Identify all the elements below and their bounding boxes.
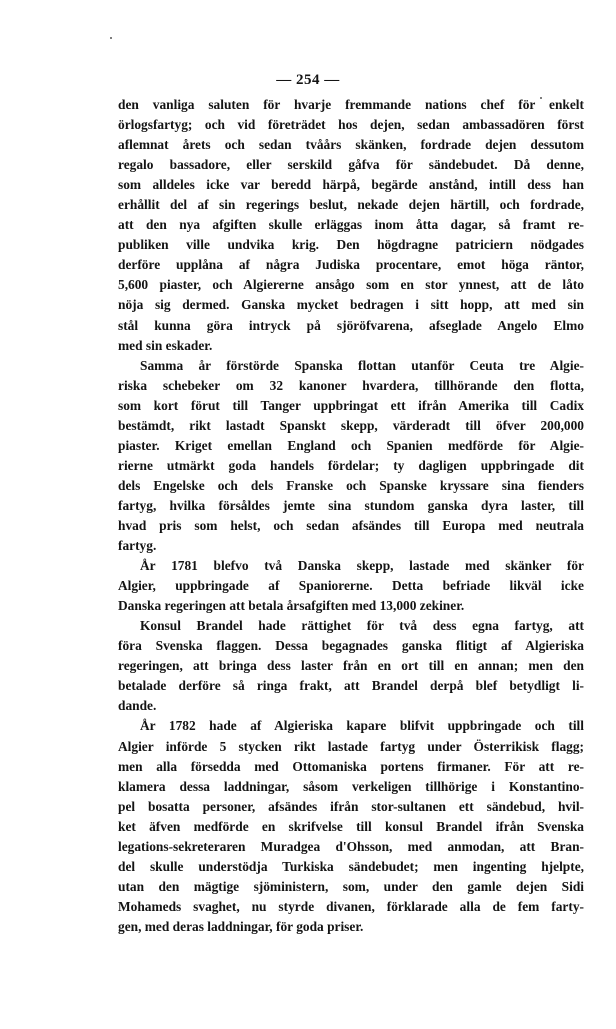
text-line: År 1781 blefvo två Danska skepp, lastade med skänker för: [140, 558, 584, 574]
text-line: ket äfven medförde en skrifvelse till konsul Brandel ifrån Svenska: [118, 818, 584, 834]
text-line: 5,600 piaster, och Algiererne ansågo som en stor ynnest, att de låto: [118, 277, 584, 293]
text-line: Samma år förstörde Spanska flottan utanför Ceuta tre Algie-: [140, 357, 584, 373]
text-line: örlogsfartyg; och vid företrädet hos dejen, sedan ambassadören först: [118, 117, 584, 133]
text-line: föra Svenska flaggen. Dessa begagnades ganska flitigt af Algieriska: [118, 638, 584, 654]
text-line: Konsul Brandel hade rättighet för två dess egna fartyg, att: [140, 618, 584, 634]
text-line: fartyg.: [118, 538, 157, 554]
text-line: derföre upplåna af några Judiska procentare, emot höga räntor,: [118, 257, 584, 273]
text-line: del skulle understödja Turkiska sändebudet; men ingenting hjelpte,: [118, 858, 584, 874]
text-line: regalo bassadore, eller serskild gåfva för sändebudet. Då denne,: [118, 157, 584, 173]
text-line: rierne utmärkt goda handels fördelar; ty dagligen uppbringade dit: [118, 457, 584, 473]
text-line: År 1782 hade af Algieriska kapare blifvit uppbringade och till: [140, 718, 584, 734]
text-line: bestämdt, rikt lastadt Spanskt skepp, värderadt till öfver 200,000: [118, 417, 584, 433]
text-line: utan den mägtige sjöministern, som, under den gamle dejen Sidi: [118, 878, 584, 894]
text-line: stål kunna göra intryck på sjöröfvarena, afseglade Angelo Elmo: [118, 317, 584, 333]
text-line: med sin eskader.: [118, 337, 213, 353]
text-line: fartyg, hvilka försåldes jemte sina stundom ganska dyra laster, till: [118, 497, 584, 513]
text-line: som alldeles icke var beredd härpå, begärde anstånd, intill dess han: [118, 177, 584, 193]
text-line: nöja sig dermed. Ganska mycket bedragen i sitt hopp, att med sin: [118, 297, 584, 313]
text-line: erhållit del af sin regerings beslut, nekade dejen härtill, och fordrade,: [118, 197, 584, 213]
text-line: den vanliga saluten för hvarje fremmande nations chef för enkelt: [118, 97, 584, 112]
text-line: betalade derföre så ringa frakt, att Brandel derpå blef betydligt li-: [118, 678, 584, 694]
text-line: Algier, uppbringade af Spaniorerne. Detta befriade likväl icke: [118, 578, 584, 594]
paper-speck: [110, 37, 112, 39]
text-line: som kort förut till Tanger uppbringat ett ifrån Amerika till Cadix: [118, 397, 584, 413]
text-line: pel bosatta personer, afsändes ifrån stor-sultanen ett sändebud, hvil-: [118, 798, 584, 814]
text-line: regeringen, att bringa dess laster från en ort till en annan; men den: [118, 658, 584, 674]
text-line: Mohameds svaghet, nu styrde divanen, förklarade alla de fem farty-: [118, 898, 584, 914]
text-line: legations-sekreteraren Muradgea d'Ohsson, med anmodan, att Bran-: [118, 838, 584, 854]
text-line: gen, med deras laddningar, för goda priser.: [118, 918, 364, 934]
text-line: men alla försedda med Ottomaniska portens firmaner. För att re-: [118, 758, 584, 774]
text-line: publiken ville undvika krig. Den högdragne patriciern nödgades: [118, 237, 584, 253]
text-line: att den nya afgiften skulle erläggas inom åtta dagar, så framt re-: [118, 217, 584, 233]
text-line: Danska regeringen att betala årsafgiften med 13,000 zekiner.: [118, 598, 465, 614]
text-line: dels Engelske och dels Franske och Spanske kryssare sina fienders: [118, 477, 584, 493]
text-line: aflemnat årets och sedan tvåårs skänken, fordrade dejen dessutom: [118, 137, 584, 153]
text-line: klamera dessa laddningar, såsom verkeligen tillhörige i Konstantino-: [118, 778, 584, 794]
body-text: [118, 95, 584, 937]
text-line: hvad pris som helst, och sedan afsändes till Europa med neutrala: [118, 517, 584, 533]
text-line: piaster. Kriget emellan England och Spanien medförde för Algie-: [118, 437, 584, 453]
page-number: — 254 —: [276, 72, 340, 88]
text-line: Algier införde 5 stycken rikt lastade fartyg under Österrikisk flagg;: [118, 738, 584, 754]
text-line: riska schebeker om 32 kanoner hvardera, tillhörande den flotta,: [118, 377, 584, 393]
text-line: dande.: [118, 698, 157, 714]
